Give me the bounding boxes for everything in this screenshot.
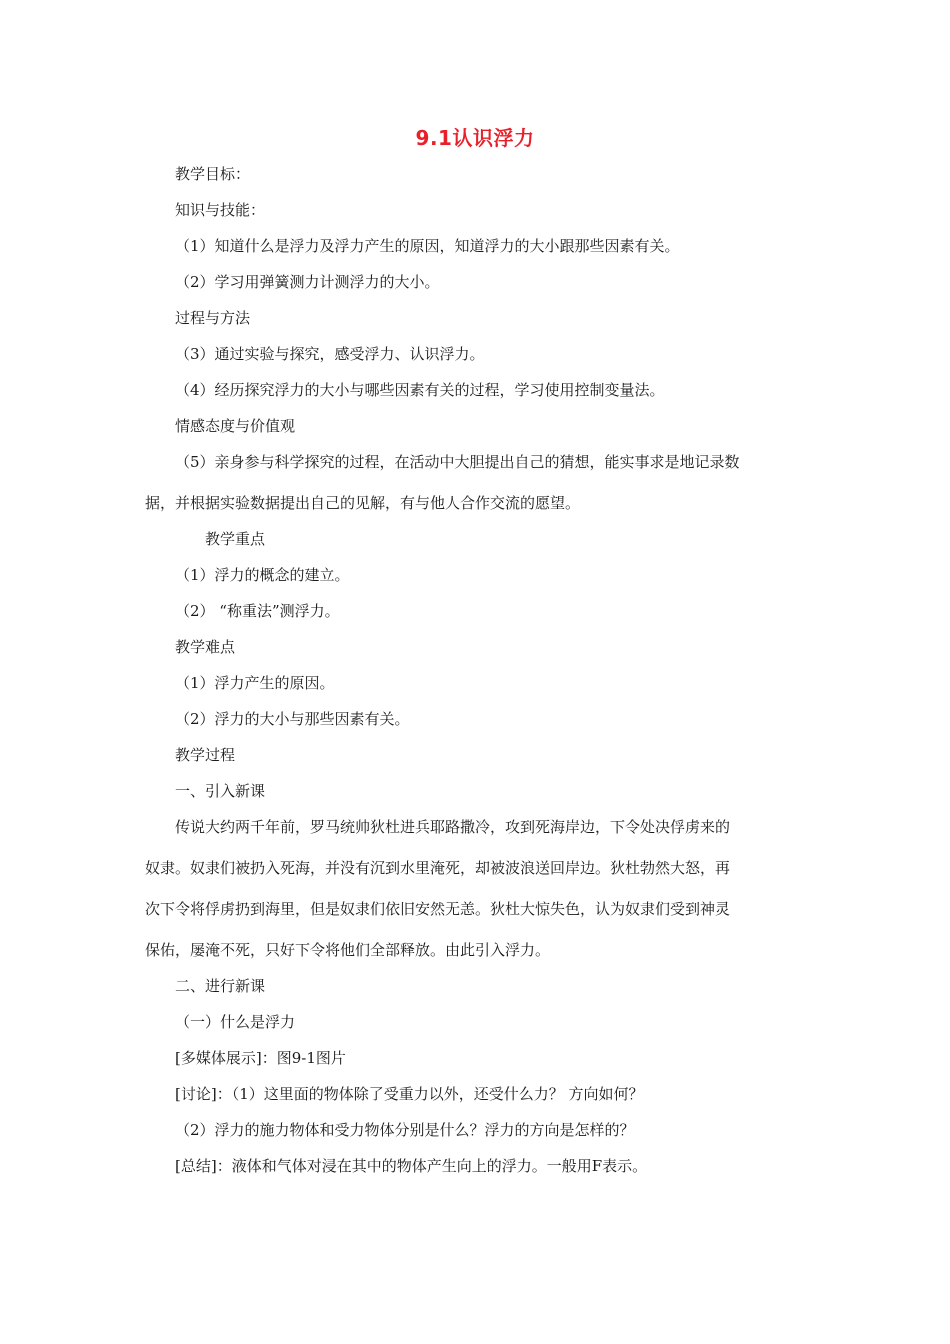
key-point-2: （2） “称重法”测浮力。 xyxy=(175,602,340,620)
story-line-4: 保佑，屡淹不死，只好下令将他们全部释放。由此引入浮力。 xyxy=(145,941,551,959)
objective-2: （2）学习用弹簧测力计测浮力的大小。 xyxy=(175,273,440,291)
knowledge-skills-heading: 知识与技能： xyxy=(175,201,266,219)
objective-4: （4）经历探究浮力的大小与哪些因素有关的过程，学习使用控制变量法。 xyxy=(175,381,665,399)
key-point-1: （1）浮力的概念的建立。 xyxy=(175,566,350,584)
process-method-heading: 过程与方法 xyxy=(175,309,251,327)
key-points-heading: 教学重点 xyxy=(205,530,266,548)
difficulty-2: （2）浮力的大小与那些因素有关。 xyxy=(175,710,410,728)
story-line-1: 传说大约两千年前，罗马统帅狄杜进兵耶路撒冷，攻到死海岸边，下令处决俘虏来的 xyxy=(175,818,731,836)
process-heading: 教学过程 xyxy=(175,746,236,764)
difficulties-heading: 教学难点 xyxy=(175,638,236,656)
difficulty-1: （1）浮力产生的原因。 xyxy=(175,674,335,692)
objectives-heading: 教学目标： xyxy=(175,165,251,183)
objective-5-line-1: （5）亲身参与科学探究的过程，在活动中大胆提出自己的猜想，能实事求是地记录数 xyxy=(175,453,740,471)
story-line-3: 次下令将俘虏扔到海里，但是奴隶们依旧安然无恙。狄杜大惊失色，认为奴隶们受到神灵 xyxy=(145,900,731,918)
multimedia-note: [多媒体展示]：图9-1图片 xyxy=(175,1049,346,1067)
objective-3: （3）通过实验与探究，感受浮力、认识浮力。 xyxy=(175,345,485,363)
section-new-lesson-heading: 二、进行新课 xyxy=(175,977,266,995)
story-line-2: 奴隶。奴隶们被扔入死海，并没有沉到水里淹死，却被波浪送回岸边。狄杜勃然大怒，再 xyxy=(145,859,731,877)
document-title: 9.1认识浮力 xyxy=(415,126,535,150)
section-intro-heading: 一、引入新课 xyxy=(175,782,266,800)
discussion-question-2: （2）浮力的施力物体和受力物体分别是什么？浮力的方向是怎样的？ xyxy=(175,1121,635,1139)
objective-1: （1）知道什么是浮力及浮力产生的原因，知道浮力的大小跟那些因素有关。 xyxy=(175,237,680,255)
objective-5-line-2: 据，并根据实验数据提出自己的见解，有与他人合作交流的愿望。 xyxy=(145,494,581,512)
subsection-what-is-buoyancy: （一）什么是浮力 xyxy=(175,1013,296,1031)
discussion-question-1: [讨论]：（1）这里面的物体除了受重力以外，还受什么力？ 方向如何？ xyxy=(175,1085,644,1103)
attitude-values-heading: 情感态度与价值观 xyxy=(175,417,296,435)
summary-line: [总结]：液体和气体对浸在其中的物体产生向上的浮力。一般用F表示。 xyxy=(175,1157,648,1175)
